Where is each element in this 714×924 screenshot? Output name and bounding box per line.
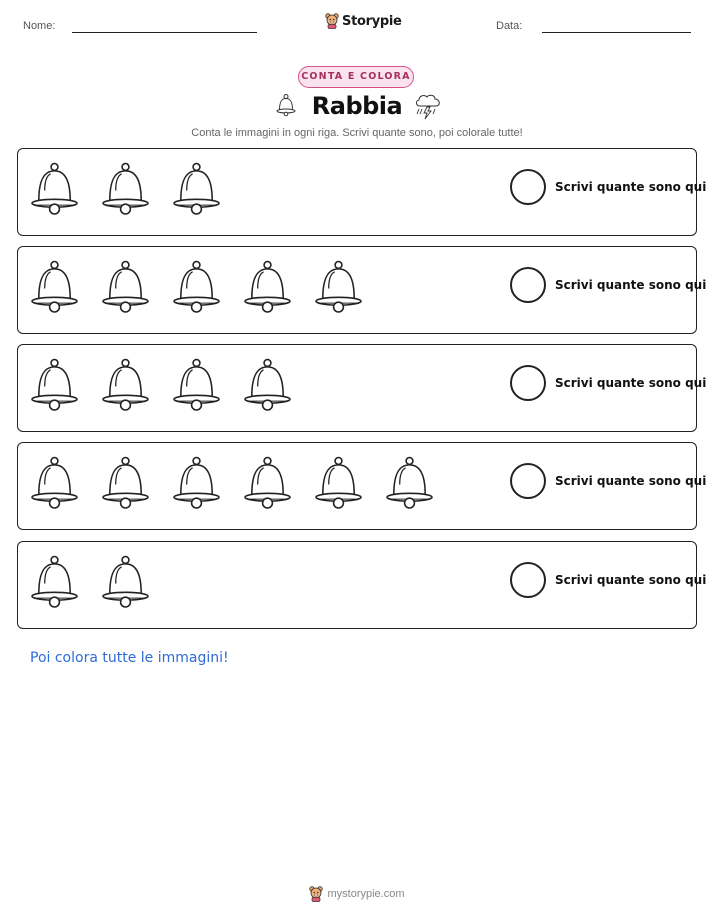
bell-group	[30, 161, 221, 225]
bell-icon[interactable]	[30, 259, 79, 323]
bear-mascot-icon	[309, 886, 323, 902]
count-row-1	[17, 148, 707, 236]
instructions: Conta le immagini in ogni riga. Scrivi quante sono, poi colorale tutte!	[191, 127, 523, 139]
bell-icon[interactable]	[30, 357, 79, 421]
bell-icon[interactable]	[172, 455, 221, 519]
bell-icon[interactable]	[314, 259, 363, 323]
count-row-3	[17, 344, 707, 432]
bell-icon[interactable]	[314, 455, 363, 519]
date-label: Data:	[496, 20, 523, 32]
footer-note: Poi colora tutte le immagini!	[30, 650, 229, 666]
page-title: Rabbia	[311, 92, 403, 120]
name-label: Nome:	[23, 20, 56, 32]
count-row-5	[17, 541, 707, 629]
bell-icon[interactable]	[101, 357, 150, 421]
storm-cloud-icon	[413, 92, 443, 120]
answer-circle[interactable]	[510, 463, 546, 499]
bell-icon[interactable]	[30, 455, 79, 519]
bell-group	[30, 357, 292, 421]
activity-badge: CONTA E COLORA	[298, 66, 414, 88]
answer-circle[interactable]	[510, 267, 546, 303]
bell-icon[interactable]	[172, 357, 221, 421]
answer-circle[interactable]	[510, 365, 546, 401]
bell-icon[interactable]	[101, 259, 150, 323]
bell-icon[interactable]	[30, 554, 79, 618]
site-url: mystorypie.com	[327, 888, 405, 900]
bell-icon[interactable]	[101, 455, 150, 519]
storypie-logo	[325, 13, 402, 29]
answer-label: Scrivi quante sono qui	[555, 573, 707, 587]
bell-group	[30, 554, 150, 618]
site-footer	[0, 886, 714, 902]
bell-icon[interactable]	[243, 259, 292, 323]
bell-group	[30, 259, 363, 323]
bell-icon[interactable]	[101, 161, 150, 225]
logo-text: Storypie	[342, 13, 402, 29]
bell-group	[30, 455, 434, 519]
bell-icon[interactable]	[243, 357, 292, 421]
bear-mascot-icon	[325, 13, 339, 29]
count-row-4	[17, 442, 707, 530]
answer-label: Scrivi quante sono qui	[555, 180, 707, 194]
bell-icon[interactable]	[172, 161, 221, 225]
bell-icon[interactable]	[101, 554, 150, 618]
name-line[interactable]	[72, 32, 257, 33]
bell-icon[interactable]	[30, 161, 79, 225]
date-line[interactable]	[542, 32, 691, 33]
answer-label: Scrivi quante sono qui	[555, 376, 707, 390]
answer-circle[interactable]	[510, 562, 546, 598]
count-row-2	[17, 246, 707, 334]
bell-icon[interactable]	[172, 259, 221, 323]
answer-label: Scrivi quante sono qui	[555, 474, 707, 488]
bell-icon[interactable]	[243, 455, 292, 519]
answer-circle[interactable]	[510, 169, 546, 205]
answer-label: Scrivi quante sono qui	[555, 278, 707, 292]
bell-icon[interactable]	[385, 455, 434, 519]
